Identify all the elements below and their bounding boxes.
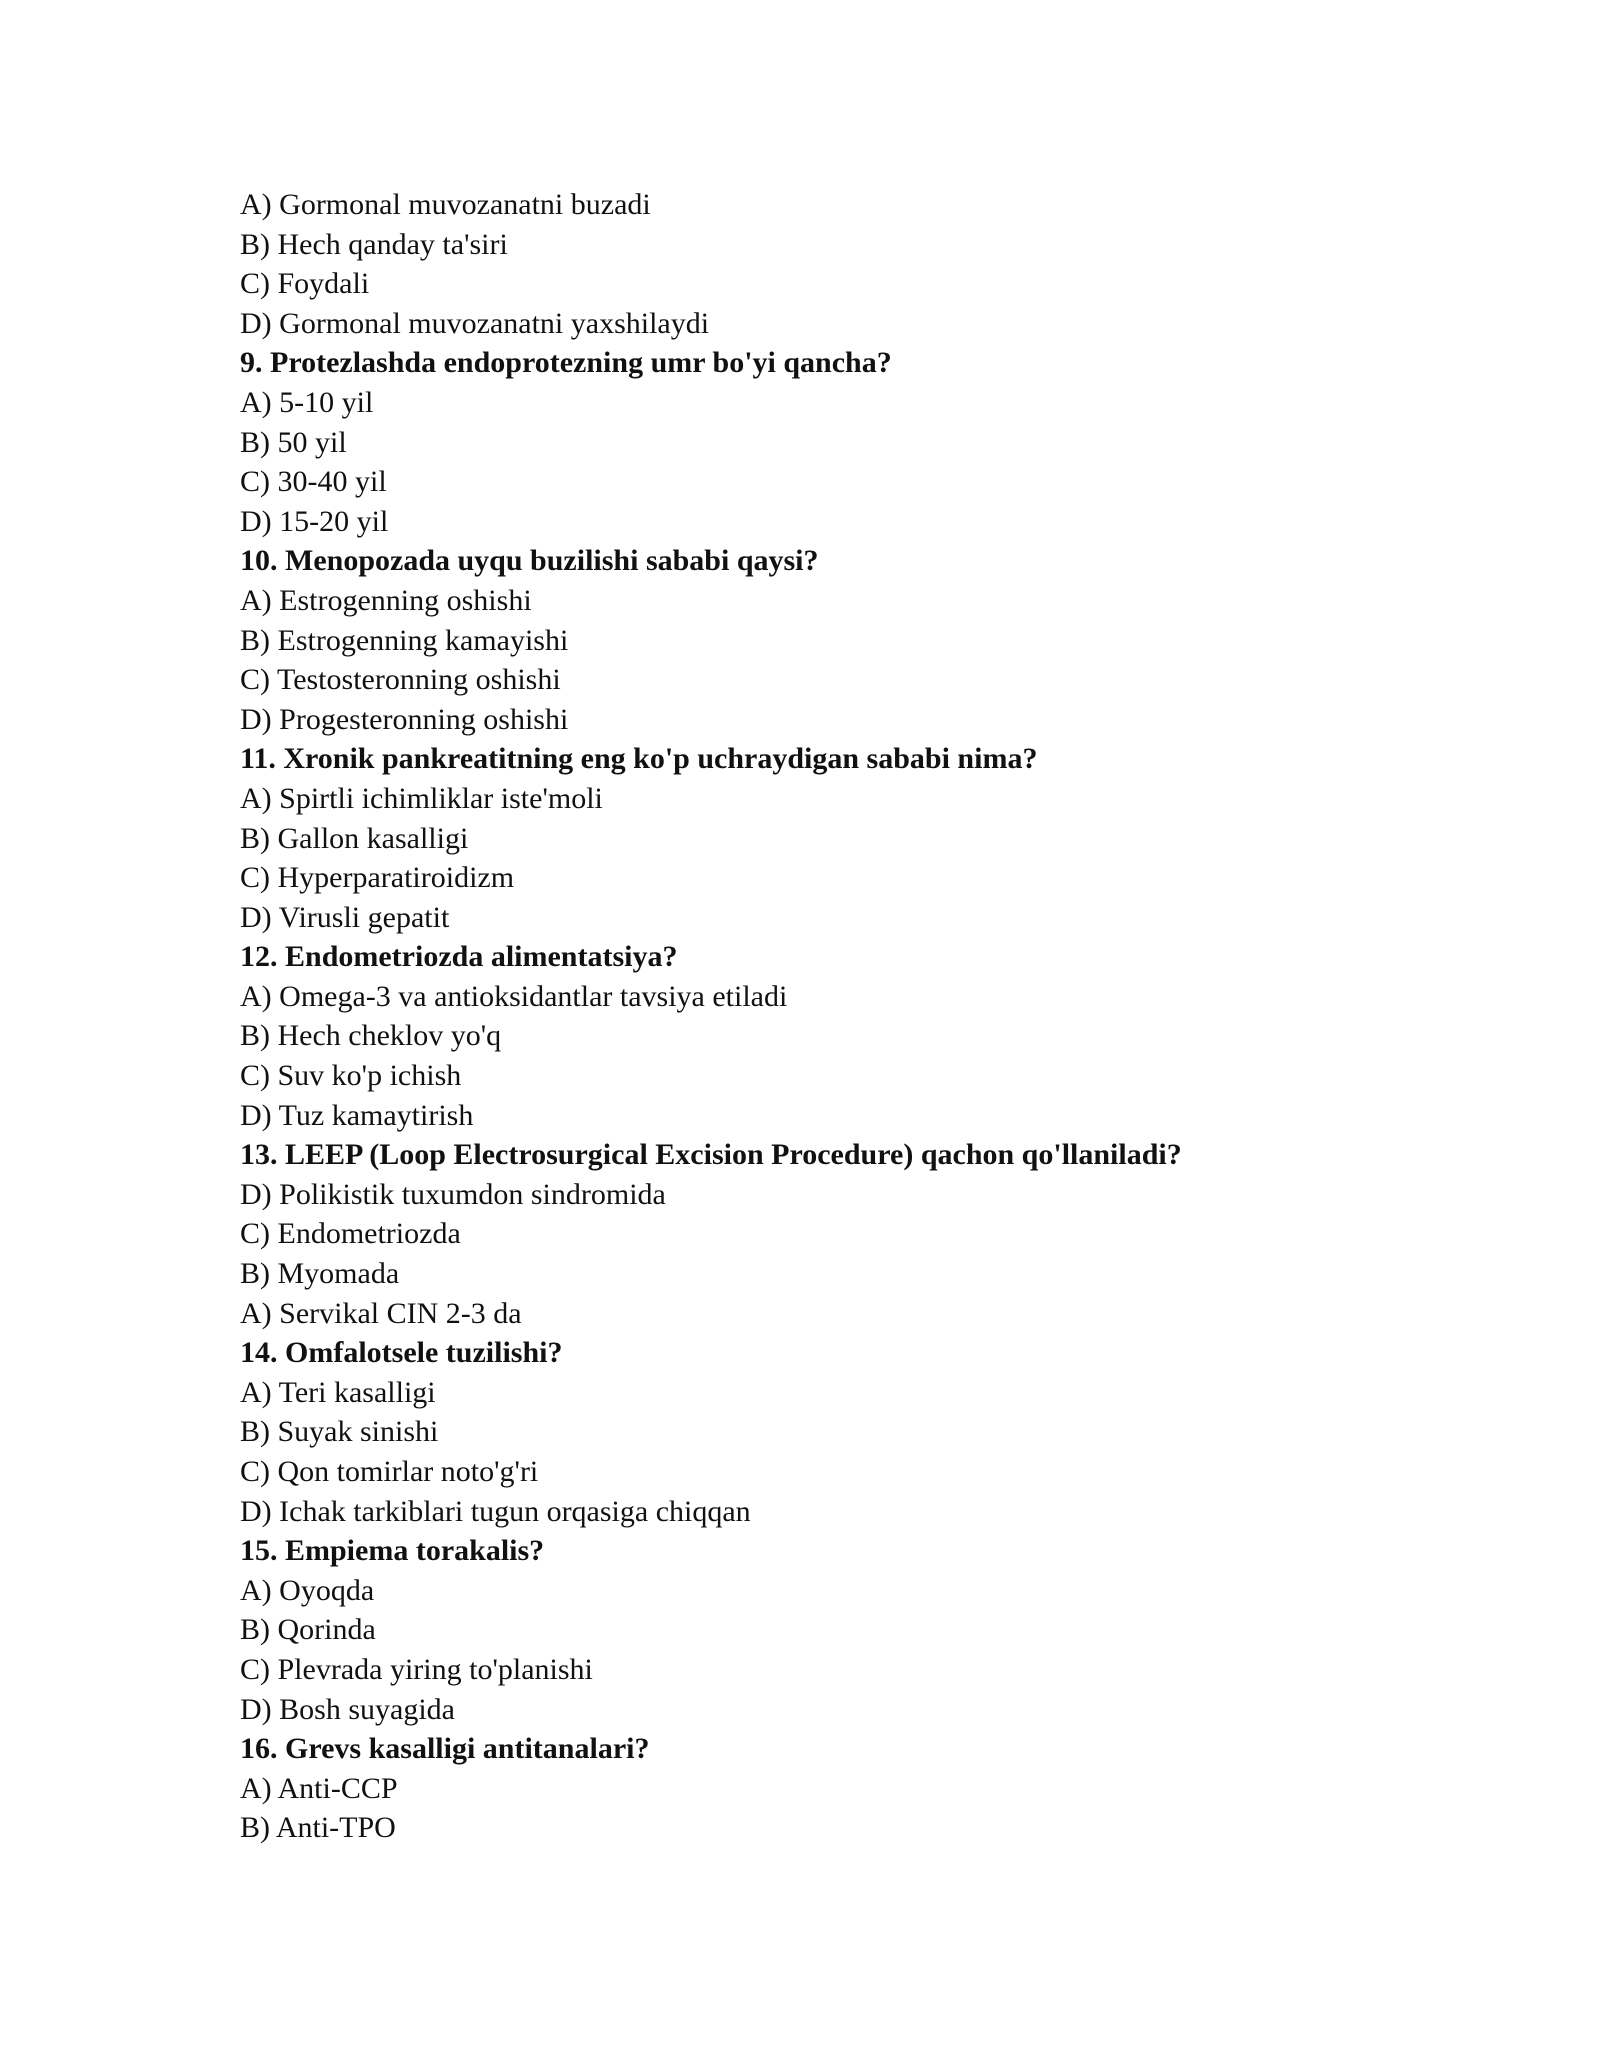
option-line: D) 15-20 yil [240, 504, 389, 538]
option-line: C) Foydali [240, 267, 370, 301]
option-line: B) Estrogenning kamayishi [240, 623, 569, 657]
option-line: D) Ichak tarkiblari tugun orqasiga chiqqan [240, 1494, 751, 1528]
option-line: C) Qon tomirlar noto'g'ri [240, 1455, 539, 1488]
option-line: D) Bosh suyagida [240, 1692, 455, 1726]
question-heading: 14. Omfalotsele tuzilishi? [240, 1336, 563, 1370]
option-line: D) Progesteronning oshishi [240, 702, 569, 736]
question-heading: 9. Protezlashda endoprotezning umr bo'yi qancha? [240, 346, 892, 380]
option-line: D) Tuz kamaytirish [240, 1098, 474, 1132]
option-line: C) Endometriozda [240, 1217, 461, 1251]
option-line: D) Gormonal muvozanatni yaxshilaydi [240, 306, 710, 340]
option-line: A) Spirtli ichimliklar iste'moli [240, 781, 603, 815]
option-line: D) Polikistik tuxumdon sindromida [240, 1177, 666, 1211]
option-line: B) Gallon kasalligi [240, 821, 469, 855]
question-heading: 16. Grevs kasalligi antitanalari? [240, 1732, 650, 1766]
option-line: A) Gormonal muvozanatni buzadi [240, 188, 651, 221]
option-line: D) Virusli gepatit [240, 900, 450, 934]
question-heading: 10. Menopozada uyqu buzilishi sababi qaysi? [240, 544, 819, 578]
option-line: B) Hech cheklov yo'q [240, 1019, 502, 1053]
document-content [240, 185, 1440, 1848]
option-line: B) Anti-TPO [240, 1811, 396, 1845]
option-line: A) Estrogenning oshishi [240, 583, 532, 617]
option-line: B) Hech qanday ta'siri [240, 227, 508, 261]
option-line: C) Plevrada yiring to'planishi [240, 1652, 593, 1686]
option-line: C) 30-40 yil [240, 465, 387, 499]
option-line: C) Testosteronning oshishi [240, 663, 561, 697]
option-line: B) Qorinda [240, 1613, 376, 1647]
option-line: B) Myomada [240, 1257, 400, 1291]
question-heading: 13. LEEP (Loop Electrosurgical Excision Procedure) qachon qo'llaniladi? [240, 1138, 1182, 1172]
option-line: A) Oyoqda [240, 1573, 375, 1607]
question-heading: 15. Empiema torakalis? [240, 1534, 545, 1568]
question-heading: 12. Endometriozda alimentatsiya? [240, 940, 678, 974]
question-heading: 11. Xronik pankreatitning eng ko'p uchraydigan sababi nima? [240, 742, 1038, 776]
option-line: A) Teri kasalligi [240, 1375, 436, 1409]
option-line: A) 5-10 yil [240, 385, 374, 419]
option-line: C) Hyperparatiroidizm [240, 861, 515, 895]
option-line: B) Suyak sinishi [240, 1415, 439, 1449]
option-line: B) 50 yil [240, 425, 347, 459]
option-line: A) Anti-CCP [240, 1771, 398, 1805]
option-line: C) Suv ko'p ichish [240, 1059, 462, 1093]
option-line: A) Omega-3 va antioksidantlar tavsiya etiladi [240, 979, 788, 1013]
option-line: A) Servikal CIN 2-3 da [240, 1296, 522, 1330]
